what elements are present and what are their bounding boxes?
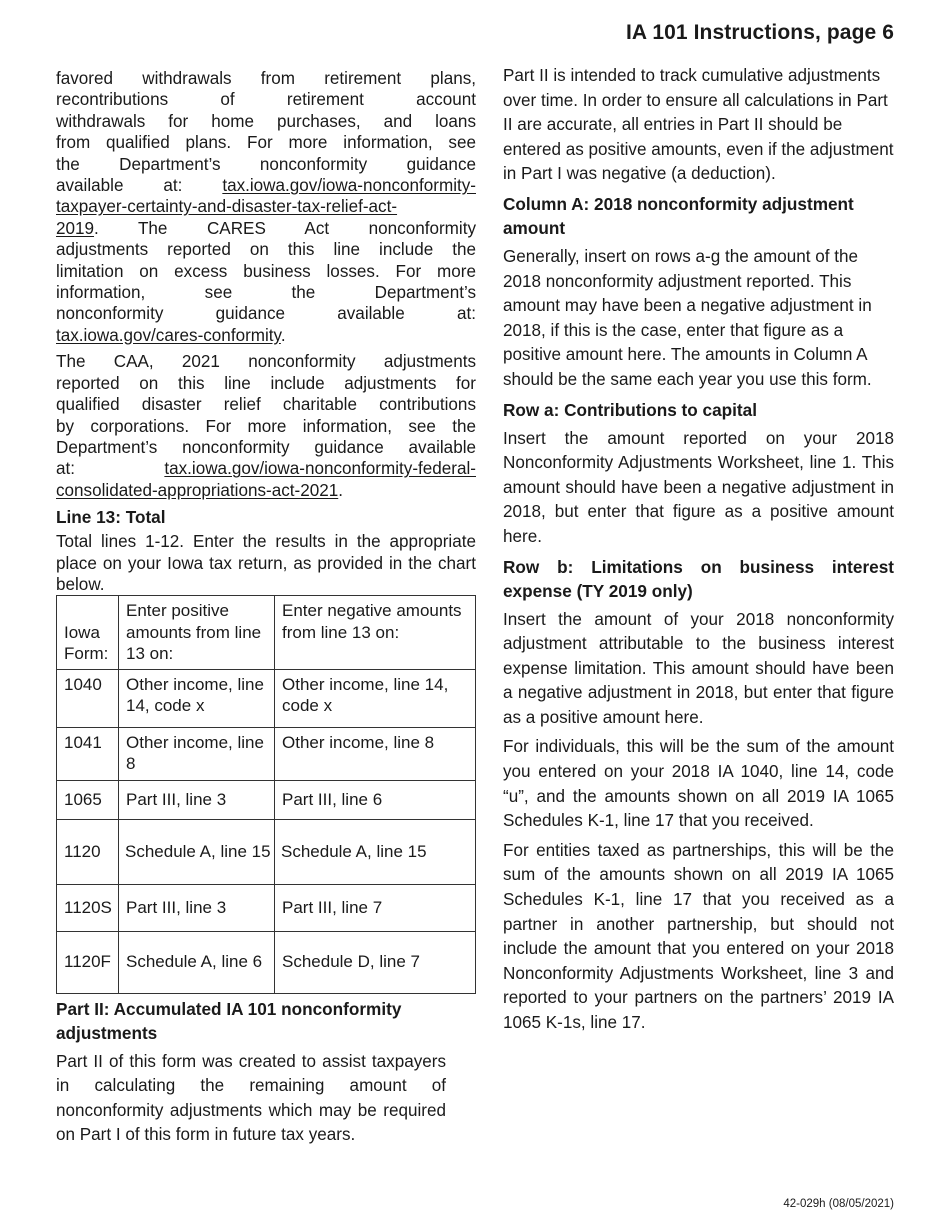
nonconformity-certainty-link-end[interactable]: 2019 — [56, 218, 95, 238]
table-header-cell: Iowa Form: — [57, 596, 119, 669]
table-cell: 1065 — [57, 780, 119, 819]
text-line: favored withdrawals from retirement plans, — [56, 69, 476, 88]
text-line: recontributions of retirement account — [56, 90, 476, 110]
table-cell: 1120 — [57, 819, 119, 884]
nonconformity-certainty-link[interactable]: tax.iowa.gov/iowa-nonconformity- — [222, 176, 476, 196]
page-title: IA 101 Instructions, page 6 — [626, 21, 894, 44]
text-line: The CAA, 2021 nonconformity adjustments — [56, 352, 476, 372]
table-cell: Part III, line 7 — [275, 884, 476, 931]
table-cell: Part III, line 3 — [119, 780, 275, 819]
text-line: information, see the Department’s — [56, 283, 476, 303]
text-line — [56, 218, 476, 239]
text-span: . — [338, 480, 343, 500]
text-line: adjustments reported on this line include the — [56, 240, 476, 260]
text-line — [56, 480, 476, 501]
table-cell: Other income, line 14, code x — [275, 669, 476, 727]
text-line: reported on this line include adjustments for — [56, 373, 476, 393]
paragraph-caa-nonconformity — [56, 351, 476, 501]
caa-2021-link-cont[interactable]: consolidated-appropriations-act-2021 — [56, 480, 339, 500]
text-line: nonconformity guidance available at: — [56, 304, 476, 324]
part2-intro-text: Part II is intended to track cumulative adjustments over time. In order to ensure all calculations in Part II are accurate, all entries in Part II should be entered as positive amounts, even if the adjustment in Part I was negative (a deduction). — [503, 66, 894, 184]
line13-text: Total lines 1-12. Enter the results in the appropriate place on your Iowa tax return, as provided in the chart below. — [56, 532, 476, 594]
table-cell: Part III, line 6 — [275, 780, 476, 819]
table-cell: Schedule A, line 15 — [275, 819, 476, 884]
table-cell: Other income, line 8 — [119, 727, 275, 780]
table-cell: Schedule A, line 15 — [119, 819, 275, 884]
text-line — [56, 458, 476, 479]
table-header-cell: Enter negative amounts from line 13 on: — [275, 596, 476, 669]
cares-conformity-link[interactable]: tax.iowa.gov/cares-conformity — [56, 325, 281, 345]
text-span: at: — [56, 459, 165, 479]
text-line — [56, 196, 476, 217]
text-line: from qualified plans. For more information, see — [56, 133, 476, 153]
text-line: withdrawals for home purchases, and loans — [56, 111, 476, 131]
text-line — [56, 175, 476, 196]
right-column — [503, 64, 894, 1036]
form-chart-table — [56, 595, 476, 993]
column-a-heading: Column A: 2018 nonconformity adjustment amount — [503, 193, 854, 238]
part2-text: Part II of this form was created to assist taxpayers in calculating the remaining amount of nonconformity adjustments which may be required on Part I of this form in future tax years. — [56, 1051, 446, 1145]
table-row — [57, 727, 476, 780]
text-span: available at: — [56, 176, 223, 196]
text-span: . — [280, 325, 286, 345]
nonconformity-certainty-link-cont[interactable]: taxpayer-certainty-and-disaster-tax-relief-act- — [56, 197, 398, 217]
left-column — [56, 68, 476, 1148]
row-a-heading: Row a: Contributions to capital — [503, 399, 757, 420]
text-line — [56, 325, 476, 346]
line13-heading: Line 13: Total — [56, 507, 166, 528]
table-header-cell: Enter positive amounts from line 13 on: — [119, 596, 275, 669]
table-cell: 1120S — [57, 884, 119, 931]
table-cell: Part III, line 3 — [119, 884, 275, 931]
form-code-footer: 42-029h (08/05/2021) — [783, 1198, 894, 1210]
paragraph-retirement-nonconformity — [56, 68, 476, 346]
table-cell: 1040 — [57, 669, 119, 727]
table-cell: Schedule A, line 6 — [119, 931, 275, 993]
part2-heading: Part II: Accumulated IA 101 nonconformity adjustments — [56, 998, 402, 1043]
table-cell: Other income, line 8 — [275, 727, 476, 780]
table-row — [57, 669, 476, 727]
caa-2021-link[interactable]: tax.iowa.gov/iowa-nonconformity-federal- — [164, 459, 476, 479]
row-b-text: Insert the amount of your 2018 nonconformity adjustment attributable to the business interest expense limitation. This amount should have been a negative adjustment in 2018, but enter that figure as a positive amount here. — [503, 609, 894, 727]
table-cell: 1041 — [57, 727, 119, 780]
table-cell: Other income, line 14, code x — [119, 669, 275, 727]
table-cell: Schedule D, line 7 — [275, 931, 476, 993]
table-row — [57, 780, 476, 819]
text-line: Department’s nonconformity guidance available — [56, 437, 476, 457]
text-line: limitation on excess business losses. For more — [56, 261, 476, 281]
text-line: the Department’s nonconformity guidance — [56, 154, 476, 174]
text-line: qualified disaster relief charitable contributions — [56, 395, 476, 415]
table-header-row — [57, 596, 476, 669]
row-b-individuals-text: For individuals, this will be the sum of the amount you entered on your 2018 IA 1040, line 14, code “u”, and the amounts shown on all 2019 IA 1065 Schedules K-1, line 17 that you received. — [503, 737, 894, 831]
table-row — [57, 884, 476, 931]
row-b-partnerships-text: For entities taxed as partnerships, this will be the sum of the amounts shown on all 2019 IA 1065 Schedules K-1, line 17 that you received as a partner in another partnership, but should not include the amount that you entered on your 2018 Nonconformity Adjustments Worksheet, line 3 and reported to your partners on the partners’ 2019 IA 1065 K-1s, line 17. — [503, 840, 894, 1032]
row-b-heading: Row b: Limitations on business interest expense (TY 2019 only) — [503, 556, 894, 601]
table-cell: 1120F — [57, 931, 119, 993]
text-line: by corporations. For more information, see the — [56, 416, 476, 436]
row-a-text: Insert the amount reported on your 2018 Nonconformity Adjustments Worksheet, line 1. This amount should have been a negative adjustment in 2018, but enter that figure as a positive amount here. — [503, 428, 894, 546]
text-span: . The CARES Act nonconformity — [94, 218, 476, 238]
table-row — [57, 931, 476, 993]
column-a-text: Generally, insert on rows a-g the amount of the 2018 nonconformity adjustment reported. This amount may have been a negative adjustment in 2018, if this is the case, enter that figure as a positive amount here. The amounts in Column A should be the same each year you use this form. — [503, 246, 872, 389]
table-row — [57, 819, 476, 884]
